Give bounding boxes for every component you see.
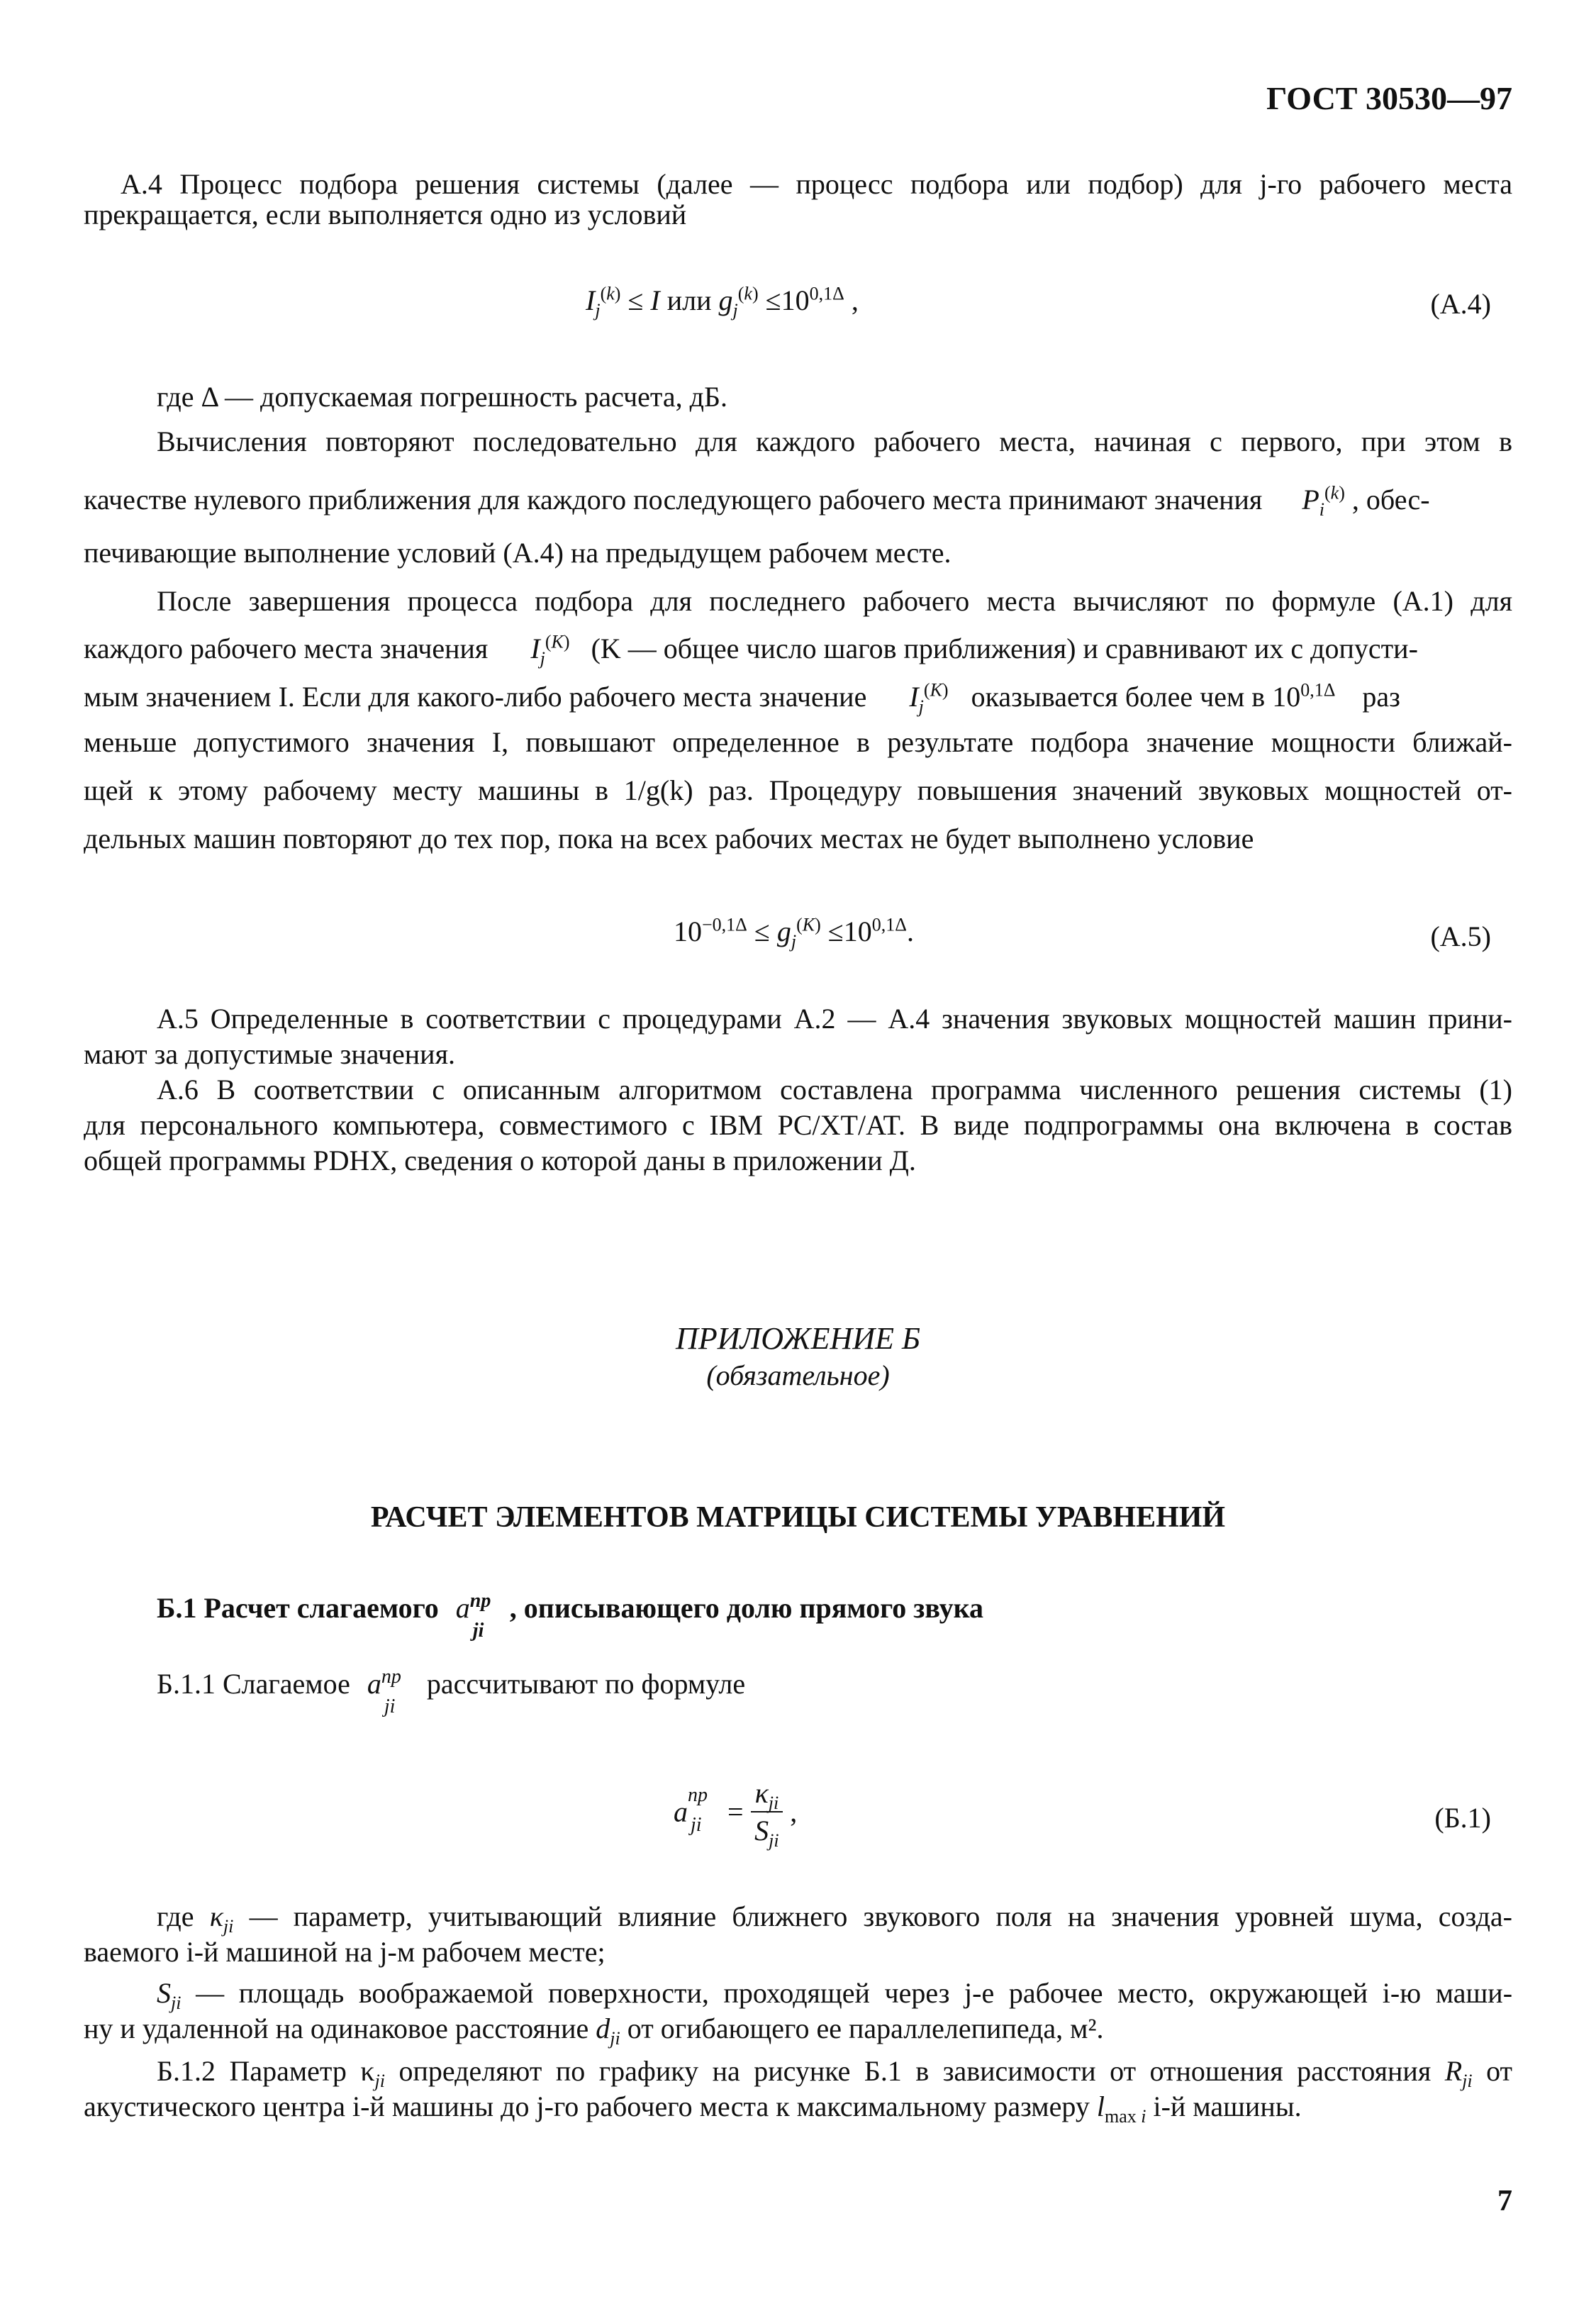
b12-line-2-end: i-й машины.: [1153, 2090, 1302, 2122]
a4-p2-exponent: 0,1Δ: [1300, 679, 1336, 701]
a4-p1-line-3: печивающие выполнение условий (А.4) на предыдущем рабочем месте.: [84, 537, 952, 569]
eq-a5-exp-1: 0,1Δ: [712, 914, 747, 935]
a4-p1-line-1: Вычисления повторяют последовательно для каждого рабочего места, начиная с первого, при этом в: [157, 425, 1512, 457]
equation-a4: $I_j^{(k)} \le I$ или $g_j^{(k)} \le 10^{0,1\Delta}$ ,: [586, 283, 859, 321]
b1-s-text: — площадь воображаемой поверхности, проходящей через j-е рабочее место, окружающей i-ю маши-: [196, 1977, 1513, 2009]
a4-p2-line-4: меньше допустимого значения I, повышают определенное в результате подбора значение мощности ближай-: [84, 726, 1512, 758]
a4-p2-line-3: [84, 679, 1400, 715]
eq-a5-number: (А.5): [1430, 920, 1491, 952]
appendix-subtitle: (обязательное): [706, 1359, 890, 1391]
a4-p2-line-2-text: каждого рабочего места значения: [84, 633, 489, 664]
b1-heading-end: , описывающего долю прямого звука: [509, 1592, 984, 1624]
a4-p2-line-6: дельных машин повторяют до тех пор, пока на всех рабочих местах не будет выполнено условие: [84, 823, 1254, 854]
b1-heading: [157, 1589, 984, 1642]
b1-s-line-1: $S_{ji}$ — площадь воображаемой поверхности, проходящей через j-е рабочее место, окружающей i-ю маши-: [157, 1977, 1513, 2013]
equation-a5: $10^{-0,1\Delta} \le g_j^{(K)} \le 10^{0,1\Delta}$.: [674, 914, 914, 952]
a6-line-3: общей программы PDHX, сведения о которой даны в приложении Д.: [84, 1145, 916, 1176]
a4-line-1: А.4 Процесс подбора решения системы (далее — процесс подбора или подбор) для j-го рабочего места: [121, 168, 1512, 200]
eq-b1-sub: ji: [691, 1814, 702, 1836]
b1-where-line-1: где $\kappa_{ji}$ — параметр, учитывающий влияние ближнего звукового поля на значения уровней шума, созда-: [157, 1900, 1513, 1937]
appendix-heading: РАСЧЕТ ЭЛЕМЕНТОВ МАТРИЦЫ СИСТЕМЫ УРАВНЕНИЙ: [370, 1501, 1226, 1534]
b12-line-2: акустического центра i-й машины до j-го рабочего места к максимальному размеру $l_{max i}$ i-й машины.: [84, 2090, 1302, 2127]
a4-p1-line-2-end: , обес-: [1351, 484, 1430, 516]
eq-a4-number: (А.4): [1430, 288, 1491, 320]
a4-p2-line-3-mid: оказывается более чем в 10: [971, 681, 1301, 713]
a-ji-pr-sup: пр: [469, 1589, 491, 1612]
a-ji-pr-symbol-2: a пр ji: [367, 1668, 414, 1700]
eq-a4-exponent: 0,1Δ: [809, 283, 844, 304]
b1-heading-text: Б.1 Расчет слагаемого: [157, 1592, 439, 1624]
i-jK-symbol-2: $I_j^{(K)}$: [909, 679, 949, 717]
b1-where-word: где: [157, 1900, 194, 1932]
page-number: 7: [1497, 2185, 1512, 2217]
standard-header: ГОСТ 30530—97: [1266, 80, 1512, 116]
p-ik-symbol: $P_i^{(k)}$: [1302, 482, 1345, 520]
a5-line-1: А.5 Определенные в соответствии с процедурами А.2 — А.4 значения звуковых мощностей машин прини-: [157, 1003, 1512, 1035]
a5-line-2: мают за допустимые значения.: [84, 1038, 455, 1070]
b1-s-line-2-end: от огибающего ее параллелепипеда, м².: [627, 2012, 1104, 2044]
a4-p2-line-2-end: (K — общее число шагов приближения) и сравнивают их с допусти-: [591, 633, 1418, 664]
eq-a4-word: или: [666, 284, 712, 316]
b11-text-end: рассчитывают по формуле: [426, 1668, 746, 1700]
a4-p1-line-2: [84, 482, 1430, 518]
equation-b1: a пр ji = $\frac{\kappa_{ji}}{S_{ji}}$ ,: [674, 1777, 798, 1851]
b1-where-text: — параметр, учитывающий влияние ближнего звукового поля на значения уровней шума, созда-: [249, 1900, 1513, 1932]
b12-line-1: Б.1.2 Параметр $\kappa_{ji}$ определяют по графику на рисунке Б.1 в зависимости от отношения расстояния $R_{ji}$ от: [157, 2055, 1513, 2091]
a4-p2-line-5: щей к этому рабочему месту машины в 1/g(k) раз. Процедуру повышения значений звуковых мощностей от-: [84, 774, 1512, 806]
b12-text-c: от: [1486, 2055, 1513, 2087]
a6-line-1: А.6 В соответствии с описанным алгоритмом составлена программа численного решения системы (1): [157, 1074, 1512, 1106]
a4-p2-line-3-end: раз: [1362, 681, 1400, 713]
b1-where-line-2: ваемого i-й машиной на j-м рабочем месте;: [84, 1936, 606, 1968]
appendix-title: ПРИЛОЖЕНИЕ Б: [676, 1321, 920, 1356]
b12-line-2-text: акустического центра i-й машины до j-го рабочего места к максимальному размеру: [84, 2090, 1090, 2122]
a-ji-pr-sub-2: ji: [384, 1695, 396, 1717]
a-ji-pr-sub: ji: [472, 1619, 484, 1642]
a4-p2-line-1: После завершения процесса подбора для последнего рабочего места вычисляют по формуле (А.1) для: [157, 585, 1512, 617]
a4-p2-line-3-text: мым значением I. Если для какого-либо рабочего места значение: [84, 681, 867, 713]
b1-s-line-2: ну и удаленной на одинаковое расстояние $d_{ji}$ от огибающего ее параллелепипеда, м².: [84, 2012, 1104, 2049]
eq-a5-exp-2: 0,1Δ: [871, 914, 907, 935]
b11-line: [157, 1665, 746, 1717]
a4-where: где Δ — допускаемая погрешность расчета, дБ.: [157, 381, 727, 413]
a-ji-pr-sup-2: пр: [381, 1665, 401, 1688]
a6-line-2: для персонального компьютера, совместимого с IBM PC/XT/AT. В виде подпрограммы она включена в состав: [84, 1109, 1512, 1141]
b11-text: Б.1.1 Слагаемое: [157, 1668, 350, 1700]
eq-b1-sup: пр: [688, 1784, 708, 1806]
a4-p1-line-2-text: качестве нулевого приближения для каждого последующего рабочего места принимают значения: [84, 484, 1263, 516]
b12-text-b: определяют по графику на рисунке Б.1 в зависимости от отношения расстояния: [398, 2055, 1432, 2087]
a4-p2-line-2: [84, 631, 1418, 667]
eq-b1-number: (Б.1): [1434, 1802, 1491, 1834]
a4-line-2: прекращается, если выполняется одно из условий: [84, 199, 687, 230]
b1-s-line-2-text: ну и удаленной на одинаковое расстояние: [84, 2012, 589, 2044]
i-jK-symbol: $I_j^{(K)}$: [530, 631, 570, 669]
b12-text-a: Б.1.2 Параметр: [157, 2055, 347, 2087]
a-ji-pr-symbol: a пр ji: [456, 1592, 503, 1624]
